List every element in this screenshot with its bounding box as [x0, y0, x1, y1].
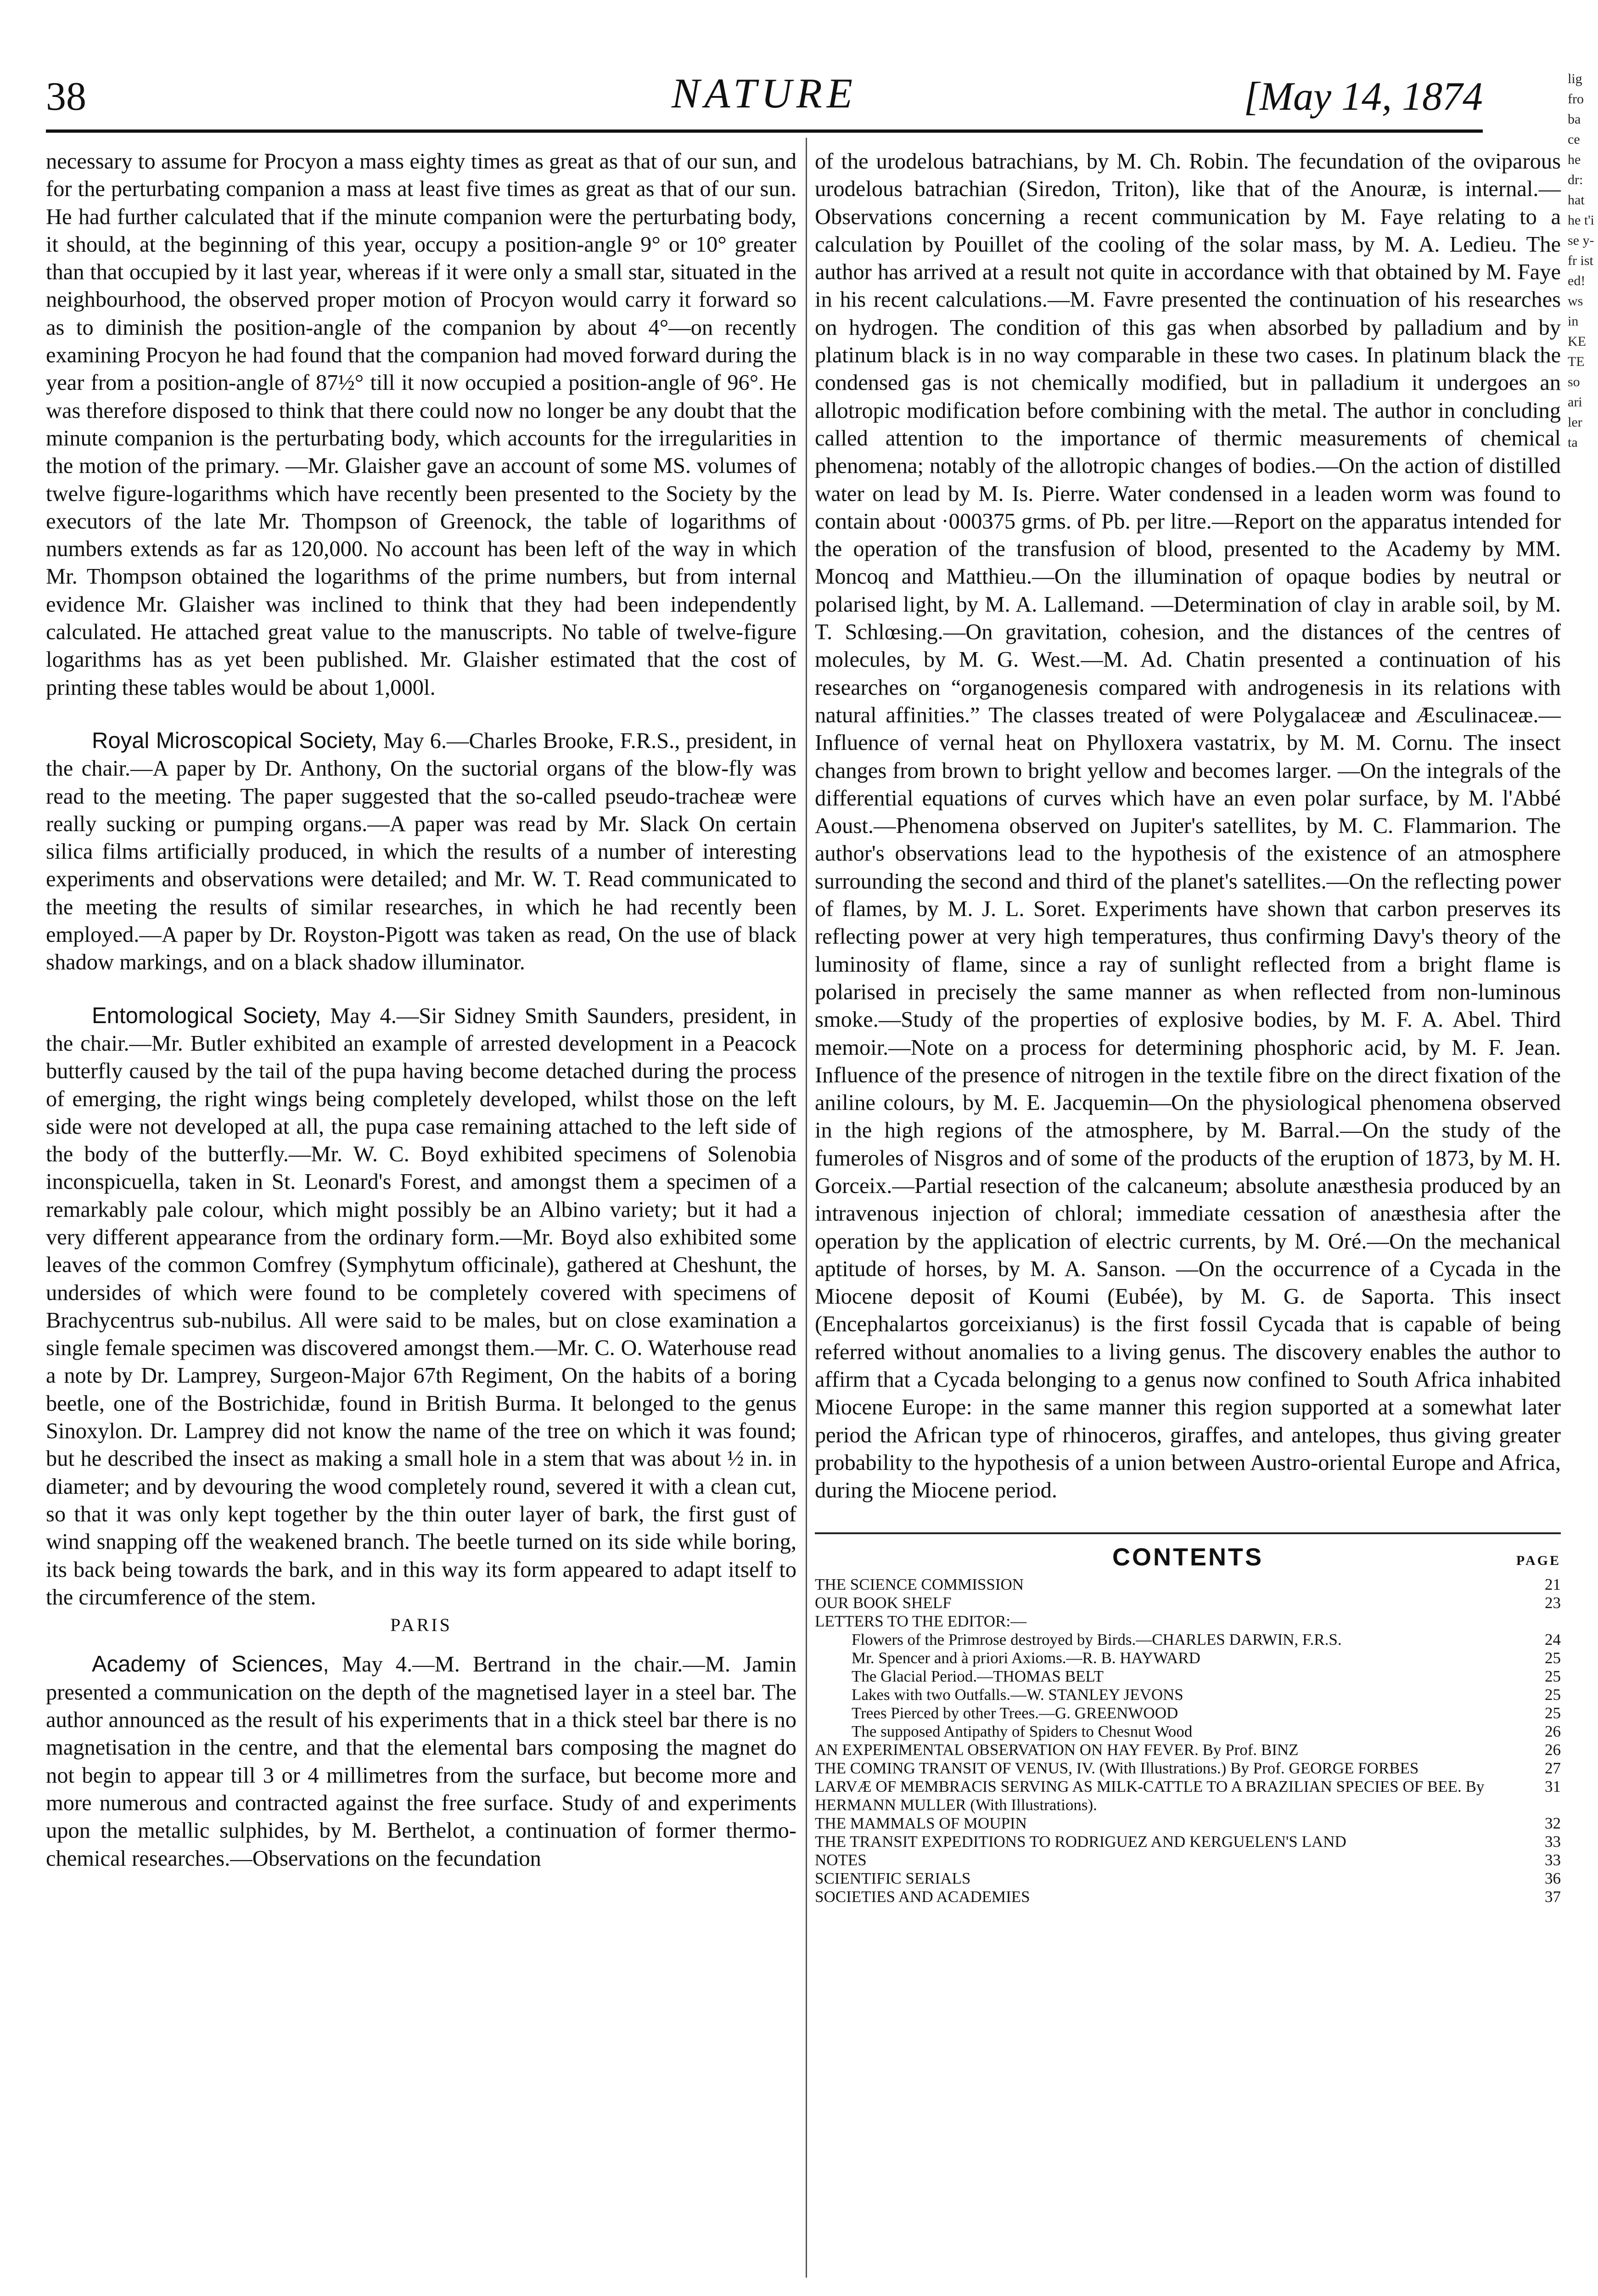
contents-entry-title: THE TRANSIT EXPEDITIONS TO RODRIGUEZ AND KERGUELEN'S LAND: [815, 1832, 1346, 1851]
contents-entry-page: 21: [1545, 1575, 1561, 1593]
header-rule: [46, 129, 1483, 133]
contents-entry: [815, 1869, 1561, 1888]
contents-entry-title: LARVÆ OF MEMBRACIS SERVING AS MILK-CATTLE TO A BRAZILIAN SPECIES OF BEE. By HERMANN MULLER (With Illustrations).: [815, 1777, 1485, 1814]
contents-entry-page: 36: [1545, 1869, 1561, 1887]
contents-entry: [815, 1649, 1561, 1667]
contents-entry-title: Trees Pierced by other Trees.—G. GREENWOOD: [852, 1704, 1178, 1722]
issue-date: [May 14, 1874: [1244, 74, 1483, 119]
contents-entry: [815, 1851, 1561, 1869]
contents-entry-title: OUR BOOK SHELF: [815, 1593, 952, 1612]
contents-entry-page: 25: [1545, 1649, 1561, 1667]
contents-entry: [815, 1814, 1561, 1833]
society-name: Royal Microscopical Society,: [92, 728, 377, 753]
column-divider: [806, 138, 807, 2278]
contents-entry: [815, 1833, 1561, 1851]
contents-entry-title: Flowers of the Primrose destroyed by Birds.—CHARLES DARWIN, F.R.S.: [852, 1630, 1342, 1649]
royal-microscopical-society-report: [46, 727, 796, 977]
contents-list: [815, 1576, 1561, 1906]
contents-entry-title: AN EXPERIMENTAL OBSERVATION ON HAY FEVER. By Prof. BINZ: [815, 1740, 1299, 1759]
academy-report-continuation: of the urodelous batrachians, by M. Ch. Robin. The fecundation of the oviparous urodelous batrachian (Siredon, Triton), like that of the Anouræ, is internal.—Observations concerning a recent communication by M. Faye relating to a calculation by Pouillet of the cooling of the solar mass, by M. A. Ledieu. The author has arrived at a result not quite in accordance with that obtained by M. Faye in his recent calculations.—M. Favre presented the continuation of his researches on hydrogen. The condition of this gas when absorbed by palladium and by platinum black is in no way comparable in these two cases. In platinum black the condensed gas is not chemically modified, but in palladium it undergoes an allotropic modification before combining with the metal. The author in concluding called attention to the importance of thermic measurements of chemical phenomena; notably of the allotropic changes of bodies.—On the action of distilled water on lead by M. Is. Pierre. Water condensed in a leaden worm was found to contain about ·000375 grms. of Pb. per litre.—Report on the apparatus intended for the operation of the transfusion of blood, presented to the Academy by MM. Moncoq and Matthieu.—On the illumination of opaque bodies by neutral or polarised light, by M. A. Lallemand. —Determination of clay in arable soil, by M. T. Schlœsing.—On gravitation, cohesion, and the distances of the centres of molecules, by M. G. West.—M. Ad. Chatin presented a continuation of his researches on “organogenesis compared with androgenesis in its relations with natural affinities.” The classes treated of were Polygalaceæ and Æsculinaceæ.—Influence of vernal heat on Phylloxera vastatrix, by M. M. Cornu. The insect changes from brown to bright yellow and becomes larger. —On the integrals of the differential equations of curves which have an even polar surface, by M. l'Abbé Aoust.—Phenomena observed on Jupiter's satellites, by M. C. Flammarion. The author's observations lead to the hypothesis of the existence of an atmosphere surrounding the second and third of the planet's satellites.—On the reflecting power of flames, by M. J. L. Soret. Experiments have shown that carbon preserves its reflecting power at very high temperatures, thus confirming Davy's theory of the luminosity of flame, since a ray of sunlight reflected from a bright flame is polarised in precisely the same manner as when reflected from non-luminous smoke.—Study of the properties of explosive bodies, by M. F. A. Abel. Third memoir.—Note on a process for determining phosphoric acid, by M. F. Jean. Influence of the presence of nitrogen in the textile fibre on the direct fixation of the aniline colours, by M. E. Jacquemin—On the physiological phenomena observed in the high regions of the atmosphere, by M. Barral.—On the study of the fumeroles of Nisgros and of some of the products of the eruption of 1873, by M. H. Gorceix.—Partial resection of the calcaneum; absolute anæsthesia produced by an intravenous injection of chloral; immediate cessation of anæsthesia after the operation by the application of electric currents, by M. Oré.—On the mechanical aptitude of horses, by M. A. Sanson. —On the occurrence of a Cycada in the Miocene deposit of Koumi (Eubée), by M. G. de Saporta. This insect (Encephalartos gorceixianus) is the first fossil Cycada that is capable of being referred without anomalies to a living genus. The discovery enables the author to affirm that a Cycada belonging to a genus now confined to South Africa inhabited Miocene Europe: in the same manner this region supported at a somewhat later period the African type of rhinoceros, giraffes, and antelopes, thus giving greater probability to the hypothesis of a union between Austro-oriental Europe and Africa, during the Miocene period.: [815, 149, 1561, 1503]
contents-entry-title: SCIENTIFIC SERIALS: [815, 1869, 971, 1887]
contents-entry-page: 26: [1545, 1740, 1561, 1759]
contents-entry-page: 23: [1545, 1593, 1561, 1612]
society-name: Academy of Sciences,: [92, 1652, 329, 1677]
contents-entry: [815, 1704, 1561, 1722]
contents-entry-page: 33: [1545, 1832, 1561, 1851]
contents-rule: [815, 1532, 1561, 1534]
report-text: May 4.—M. Bertrand in the chair.—M. Jamin presented a communication on the depth of the magnetised layer in a steel bar. The author announced as the result of his experiments that in a thick steel bar there is no magnetisation in the centre, and that the elemental bars composing the magnet do not begin to appear till 3 or 4 millimetres from the surface, but become more and more numerous and contracted against the free surface. Study of and experiments upon the metallic sulphides, by M. Berthelot, a continuation of former thermo-chemical researches.—Observations on the fecundation: [46, 1652, 796, 1871]
contents-entry-title: The supposed Antipathy of Spiders to Chesnut Wood: [852, 1722, 1193, 1740]
society-name: Entomological Society,: [92, 1003, 321, 1028]
contents-entry-page: 25: [1545, 1704, 1561, 1722]
contents-entry: [815, 1888, 1561, 1906]
entomological-society-report: [46, 1002, 796, 1612]
contents-entry: [815, 1576, 1561, 1594]
adjacent-page-bleed: lig fro ba ce he dr: hat he t'i se y-fr ist ed! ws in KE TE so ari ler ta: [1568, 71, 1594, 450]
contents-entry-page: 25: [1545, 1685, 1561, 1704]
contents-entry-title: THE MAMMALS OF MOUPIN: [815, 1814, 1027, 1832]
contents-entry: [815, 1686, 1561, 1704]
contents-entry-title: THE COMING TRANSIT OF VENUS, IV. (With Illustrations.) By Prof. GEORGE FORBES: [815, 1759, 1419, 1777]
academy-of-sciences-report: [46, 1650, 796, 1872]
page-header: [46, 69, 1483, 133]
contents-entry: [815, 1759, 1561, 1778]
contents-entry-title: THE SCIENCE COMMISSION: [815, 1575, 1024, 1593]
contents-entry-page: 26: [1545, 1722, 1561, 1740]
contents-entry-title: Mr. Spencer and à priori Axioms.—R. B. HAYWARD: [852, 1649, 1200, 1667]
contents-heading: [815, 1543, 1561, 1576]
right-column: [815, 148, 1561, 1906]
contents-entry-page: 32: [1545, 1814, 1561, 1832]
contents-entry: [815, 1594, 1561, 1612]
contents-entry: [815, 1741, 1561, 1759]
contents-page-label: PAGE: [1516, 1553, 1561, 1568]
report-text: May 6.—Charles Brooke, F.R.S., president, in the chair.—A paper by Dr. Anthony, On the suctorial organs of the blow-fly was read to the meeting. The paper suggested that the so-called pseudo-tracheæ were really sucking or pumping organs.—A paper was read by Mr. Slack On certain silica films artificially produced, in which the results of a number of interesting experiments and observations were detailed; and Mr. W. T. Read communicated to the meeting the results of similar researches, in which he had recently been employed.—A paper by Dr. Royston-Pigott was taken as read, On the use of black shadow markings, and on a black shadow illuminator.: [46, 728, 797, 975]
contents-entry-title: NOTES: [815, 1851, 867, 1869]
astronomy-continuation: necessary to assume for Procyon a mass eighty times as great as that of our sun, and for the perturbating companion a mass at least five times as great as that of our sun. He had further calculated that if the minute companion were the perturbating body, it should, at the beginning of this year, occupy a position-angle 9° or 10° greater than that occupied by it last year, whereas if it were only a small star, situated in the neighbourhood, the observed proper motion of Procyon would carry it forward so as to diminish the position-angle of the companion by about 4°—on recently examining Procyon he had found that the companion had moved forward during the year from a position-angle of 87½° till it now occupied a position-angle of 96°. He was therefore disposed to think that there could now no longer be any doubt that the minute companion is the perturbating body, which accounts for the irregularities in the motion of the primary. —Mr. Glaisher gave an account of some MS. volumes of twelve figure-logarithms which have recently been presented to the Society by the executors of the late Mr. Thompson of Greenock, the table of logarithms of numbers extends as far as 120,000. No account has been left of the way in which Mr. Thompson obtained the logarithms of the prime numbers, but from internal evidence Mr. Glaisher was inclined to think that they had been independently calculated. He attached great value to the manuscripts. No table of twelve-figure logarithms has as yet been published. Mr. Glaisher estimated that the cost of printing these tables would be about 1,000l.: [46, 149, 796, 700]
contents-entry: [815, 1722, 1561, 1741]
contents-entry: [815, 1667, 1561, 1686]
contents-entry-page: 31: [1545, 1777, 1561, 1795]
paris-heading: PARIS: [390, 1615, 452, 1636]
contents-entry-page: 33: [1545, 1851, 1561, 1869]
contents-entry-page: 25: [1545, 1667, 1561, 1685]
contents-entry: [815, 1778, 1561, 1814]
contents-entry: [815, 1631, 1561, 1649]
contents-entry-title: LETTERS TO THE EDITOR:—: [815, 1612, 1027, 1630]
contents-entry-page: 24: [1545, 1630, 1561, 1649]
journal-title: NATURE: [671, 70, 858, 117]
report-text: May 4.—Sir Sidney Smith Saunders, president, in the chair.—Mr. Butler exhibited an example of arrested development in a Peacock butterfly caused by the tail of the pupa having become detached during the process of emerging, the right wings being completely developed, whilst those on the left side were not developed at all, the pupa case remaining attached to the left side of the body of the butterfly.—Mr. W. C. Boyd exhibited specimens of Solenobia inconspicuella, taken in St. Leonard's Forest, and amongst them a specimen of a remarkably pale colour, which might possibly be an Albino variety; but it had a very different appearance from the ordinary form.—Mr. Boyd also exhibited some leaves of the common Comfrey (Symphytum officinale), gathered at Cheshunt, the undersides of which were found to be completely covered with specimens of Brachycentrus sub-nubilus. All were said to be males, but on close examination a single female specimen was discovered amongst them.—Mr. C. O. Waterhouse read a note by Dr. Lamprey, Surgeon-Major 67th Regiment, On the habits of a boring beetle, one of the Bostrichidæ, found in British Burma. It belonged to the genus Sinoxylon. Dr. Lamprey did not know the name of the tree on which it was found; but he described the insect as making a small hole in a stem that was about ½ in. in diameter; and by devouring the wood completely round, severed it with a clean cut, so that it was only kept together by the thin outer layer of bark, the first gust of wind snapping off the weakened branch. The beetle turned on its side while boring, its back being towards the bark, and in this way its form appeared to adapt itself to the circumference of the stem.: [46, 1003, 796, 1609]
contents-title: CONTENTS: [1112, 1543, 1263, 1571]
left-column: [46, 148, 796, 1873]
contents-entry-title: The Glacial Period.—THOMAS BELT: [852, 1667, 1104, 1685]
contents-entry-page: 37: [1545, 1887, 1561, 1906]
contents-entry: [815, 1612, 1561, 1631]
page-number: 38: [46, 74, 86, 119]
contents-entry-title: SOCIETIES AND ACADEMIES: [815, 1887, 1030, 1906]
contents-entry-page: 27: [1545, 1759, 1561, 1777]
contents-entry-title: Lakes with two Outfalls.—W. STANLEY JEVONS: [852, 1685, 1183, 1704]
